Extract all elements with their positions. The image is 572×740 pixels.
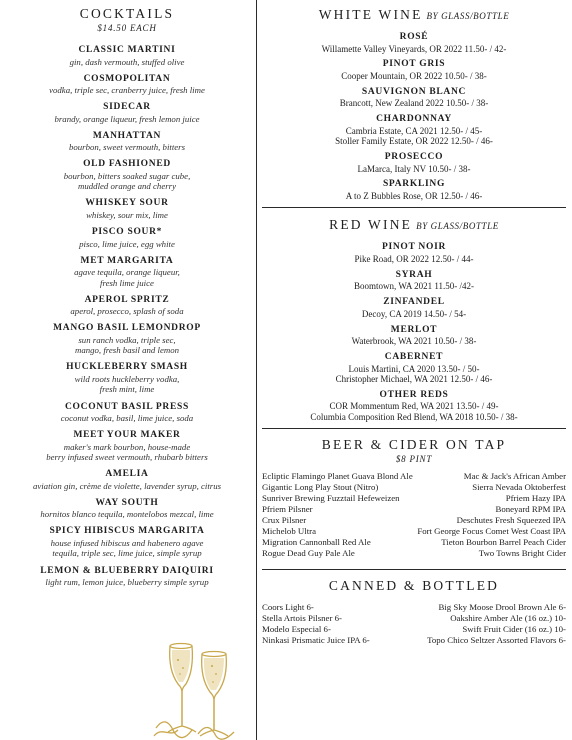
wine-detail: Decoy, CA 2019 14.50- / 54- xyxy=(361,308,467,319)
cocktail-name: WHISKEY SOUR xyxy=(85,198,169,209)
cocktail-description: house infused hibiscus and habenero agave xyxy=(50,537,204,548)
cocktail-description: maker's mark bourbon, house-made xyxy=(63,441,191,452)
wine-item xyxy=(262,325,566,347)
wine-detail: Pike Road, OR 2022 12.50- / 44- xyxy=(354,253,474,264)
wine-detail: Brancott, New Zealand 2022 10.50- / 38- xyxy=(339,98,489,109)
cocktail-item xyxy=(0,295,254,317)
cocktail-item xyxy=(0,131,254,153)
wine-detail: Louis Martini, CA 2020 13.50- / 50- xyxy=(348,363,480,374)
cocktail-item xyxy=(0,323,254,356)
red-wine-subtitle: BY GLASS/BOTTLE xyxy=(416,221,499,232)
cocktail-name: COCONUT BASIL PRESS xyxy=(65,401,189,412)
cocktail-name: MANGO BASIL LEMONDROP xyxy=(53,323,201,334)
cocktail-item xyxy=(0,74,254,96)
beer-item: Ecliptic Flamingo Planet Guava Blond Ale xyxy=(262,471,413,482)
wine-item xyxy=(262,242,566,264)
cocktails-section xyxy=(0,6,254,594)
wine-varietal: ROSÉ xyxy=(399,32,429,42)
cocktail-description: brandy, orange liqueur, fresh lemon juice xyxy=(54,113,200,124)
cocktail-item xyxy=(0,498,254,520)
column-divider xyxy=(256,0,257,740)
cocktail-description: vodka, triple sec, cranberry juice, fresh lime xyxy=(49,85,205,96)
beer-item: Boneyard RPM IPA xyxy=(495,504,566,515)
cocktail-name: SPICY HIBISCUS MARGARITA xyxy=(49,526,205,537)
beer-item: Sierra Nevada Oktoberfest xyxy=(472,482,566,493)
cocktail-name: WAY SOUTH xyxy=(95,497,159,508)
wine-varietal: MERLOT xyxy=(390,324,438,335)
wine-item xyxy=(262,390,566,423)
canned-item: Big Sky Moose Drool Brown Ale 6- xyxy=(438,602,566,613)
wine-varietal: SYRAH xyxy=(395,269,433,280)
beer-item: Fort George Focus Comet West Coast IPA xyxy=(417,526,566,537)
cocktail-name: MET MARGARITA xyxy=(80,255,174,266)
cocktail-description: whiskey, sour mix, lime xyxy=(86,209,168,220)
canned-item: Oakshire Amber Ale (16 oz.) 10- xyxy=(450,613,566,624)
beer-item: Rogue Dead Guy Pale Ale xyxy=(262,548,355,559)
canned-item: Stella Artois Pilsner 6- xyxy=(262,613,342,624)
beer-item: Pfriem Pilsner xyxy=(262,504,313,515)
wine-detail: Boomtown, WA 2021 11.50- /42- xyxy=(353,281,474,292)
wine-varietal: SPARKLING xyxy=(382,179,446,190)
beer-item: Two Towns Bright Cider xyxy=(478,548,566,559)
wine-item xyxy=(262,114,566,147)
wine-detail: Willamette Valley Vineyards, OR 2022 11.50- / 42- xyxy=(321,43,507,54)
wine-item xyxy=(262,352,566,385)
cocktail-name: HUCKLEBERRY SMASH xyxy=(66,362,188,373)
cocktail-name: LEMON & BLUEBERRY DAIQUIRI xyxy=(40,565,214,576)
wine-varietal: OTHER REDS xyxy=(379,389,449,400)
wine-detail: COR Mommentum Red, WA 2021 13.50- / 49- xyxy=(329,401,499,412)
wine-detail: LaMarca, Italy NV 10.50- / 38- xyxy=(357,163,471,174)
wine-item xyxy=(262,179,566,201)
red-wine-title: RED WINE xyxy=(329,217,413,233)
red-wine-list xyxy=(262,242,566,422)
white-wine-header xyxy=(262,6,566,24)
beer-item: Mac & Jack's African Amber xyxy=(463,471,566,482)
cocktail-name: COSMOPOLITAN xyxy=(83,73,171,84)
canned-list-right xyxy=(427,602,566,646)
cocktail-name: AMELIA xyxy=(105,469,149,480)
cocktail-description: hornitos blanco tequila, montelobos mezcal, lime xyxy=(40,509,214,520)
canned-item: Coors Light 6- xyxy=(262,602,314,613)
cocktail-item xyxy=(0,566,254,588)
cocktail-item xyxy=(0,45,254,67)
beer-list xyxy=(262,471,566,559)
white-wine-title: WHITE WINE xyxy=(318,7,423,22)
cocktail-description: pisco, lime juice, egg white xyxy=(79,238,175,249)
cocktail-name: MEET YOUR MAKER xyxy=(73,430,181,441)
wine-item xyxy=(262,270,566,292)
beer-price: $8 PINT xyxy=(395,454,433,465)
white-wine-subtitle: BY GLASS/BOTTLE xyxy=(426,11,510,21)
wine-detail: Christopher Michael, WA 2021 12.50- / 46- xyxy=(335,374,493,385)
canned-item: Ninkasi Prismatic Juice IPA 6- xyxy=(262,635,370,646)
wine-varietal: PINOT NOIR xyxy=(381,242,447,253)
cocktail-name: APEROL SPRITZ xyxy=(84,294,170,305)
red-wine-header xyxy=(262,216,566,234)
cocktail-description: sun ranch vodka, triple sec, xyxy=(78,334,176,345)
cocktail-name: CLASSIC MARTINI xyxy=(78,45,176,55)
wine-varietal: CHARDONNAY xyxy=(376,114,452,125)
cocktail-item xyxy=(0,430,254,463)
canned-list xyxy=(262,602,566,646)
cocktail-description: bourbon, sweet vermouth, bitters xyxy=(68,142,186,153)
cocktail-description: light rum, lemon juice, blueberry simple syrup xyxy=(45,577,209,587)
canned-item: Swift Fruit Cider (16 oz.) 10- xyxy=(462,624,566,635)
wine-detail: Cambria Estate, CA 2021 12.50- / 45- xyxy=(345,125,483,136)
cocktail-item xyxy=(0,526,254,559)
cocktail-description: agave tequila, orange liqueur, xyxy=(74,267,180,278)
wine-item xyxy=(262,87,566,109)
white-wine-list xyxy=(262,32,566,201)
cocktail-item xyxy=(0,362,254,395)
cocktail-description: aperol, prosecco, splash of soda xyxy=(70,306,184,317)
cocktail-item xyxy=(0,198,254,220)
divider-red-wine xyxy=(262,207,566,208)
cocktail-item xyxy=(0,469,254,491)
cocktail-description: mango, fresh basil and lemon xyxy=(74,345,179,356)
wine-item xyxy=(262,152,566,174)
cocktails-price: $14.50 EACH xyxy=(97,23,157,33)
wine-varietal: ZINFANDEL xyxy=(383,297,445,308)
champagne-glasses-icon xyxy=(152,640,242,740)
canned-header xyxy=(262,578,566,594)
wine-detail: Cooper Mountain, OR 2022 10.50- / 38- xyxy=(341,70,487,81)
canned-item: Modelo Especial 6- xyxy=(262,624,331,635)
beer-item: Migration Cannonball Red Ale xyxy=(262,537,371,548)
canned-list-left xyxy=(262,602,370,646)
cocktail-description: coconut vodka, basil, lime juice, soda xyxy=(60,413,194,424)
wine-detail: Waterbrook, WA 2021 10.50- / 38- xyxy=(351,336,477,347)
canned-item: Topo Chico Seltzer Assorted Flavors 6- xyxy=(427,635,566,646)
canned-title: CANNED & BOTTLED xyxy=(328,578,500,594)
wine-item xyxy=(262,59,566,81)
cocktail-description: tequila, triple sec, lime juice, simple syrup xyxy=(52,548,202,559)
beer-list-right xyxy=(417,471,566,559)
beer-header xyxy=(262,437,566,465)
cocktail-list xyxy=(0,45,254,588)
cocktail-name: SIDECAR xyxy=(103,102,151,113)
beer-item: Deschutes Fresh Squeezed IPA xyxy=(456,515,566,526)
cocktail-name: MANHATTAN xyxy=(92,130,162,141)
cocktail-name: PISCO SOUR* xyxy=(91,227,163,238)
cocktail-item xyxy=(0,256,254,289)
beer-list-left xyxy=(262,471,413,559)
cocktail-description: berry infused sweet vermouth, rhubarb bitters xyxy=(46,452,208,463)
cocktail-description: aviation gin, crème de violette, lavender syrup, citrus xyxy=(32,480,222,491)
wine-detail: Stoller Family Estate, OR 2022 12.50- / 46- xyxy=(335,136,493,147)
cocktails-title: COCKTAILS xyxy=(79,6,175,21)
beer-item: Crux Pilsner xyxy=(262,515,307,526)
cocktail-description: wild roots huckleberry vodka, xyxy=(74,373,180,384)
wine-item xyxy=(262,32,566,54)
wine-detail: Columbia Composition Red Blend, WA 2018 10.50- / 38- xyxy=(310,411,518,422)
cocktail-description: fresh mint, lime xyxy=(99,384,155,395)
cocktail-name: OLD FASHIONED xyxy=(83,159,171,170)
cocktail-description: muddled orange and cherry xyxy=(78,181,176,192)
cocktail-item xyxy=(0,159,254,192)
cocktail-item xyxy=(0,402,254,424)
beer-item: Tieton Bourbon Barrel Peach Cider xyxy=(441,537,566,548)
cocktail-description: gin, dash vermouth, stuffed olive xyxy=(69,56,185,67)
cocktail-item xyxy=(0,227,254,249)
beer-item: Gigantic Long Play Stout (Nitro) xyxy=(262,482,379,493)
wine-detail: A to Z Bubbles Rose, OR 12.50- / 46- xyxy=(345,190,483,201)
wine-varietal: SAUVIGNON BLANC xyxy=(361,86,467,97)
beer-item: Sunriver Brewing Fuzztail Hefeweizen xyxy=(262,493,400,504)
wine-varietal: PROSECCO xyxy=(384,152,444,163)
cocktail-description: fresh lime juice xyxy=(100,277,154,288)
beer-title: BEER & CIDER ON TAP xyxy=(321,437,507,453)
wine-item xyxy=(262,297,566,319)
drinks-column xyxy=(262,6,566,646)
beer-item: Michelob Ultra xyxy=(262,526,316,537)
wine-varietal: PINOT GRIS xyxy=(382,59,446,70)
cocktail-item xyxy=(0,102,254,124)
beer-item: Pfriem Hazy IPA xyxy=(505,493,566,504)
divider-canned xyxy=(262,569,566,570)
divider-beer xyxy=(262,428,566,429)
cocktail-description: bourbon, bitters soaked sugar cube, xyxy=(63,170,191,181)
wine-varietal: CABERNET xyxy=(384,352,444,363)
